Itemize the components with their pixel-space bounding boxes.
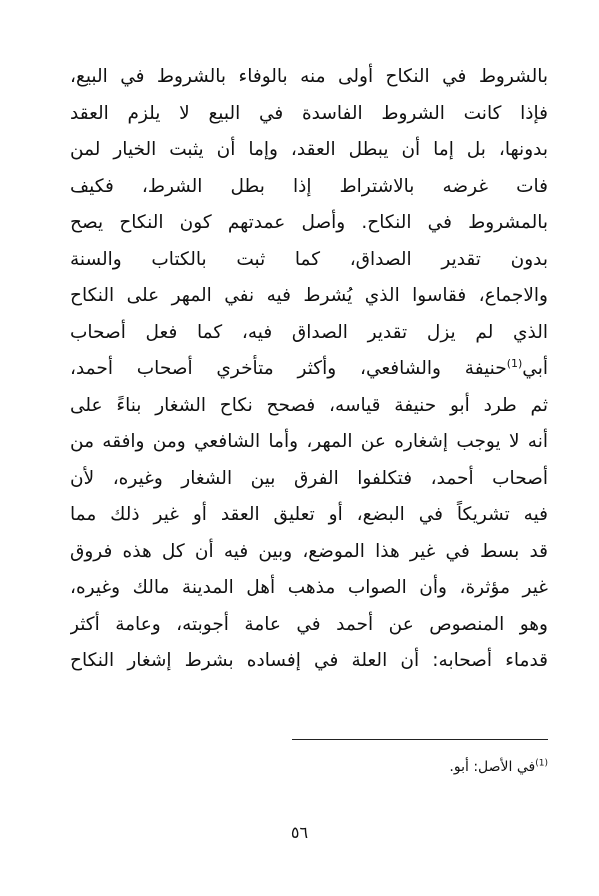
footnote-marker: (1) bbox=[535, 758, 548, 769]
footnote-reference: (1) bbox=[506, 356, 523, 370]
footnote bbox=[449, 757, 548, 777]
text-line: فات غرضه بالاشتراط إذا بطل الشرط، فكيف bbox=[70, 175, 548, 197]
text-line: غير مؤثرة، وأن الصواب مذهب أهل المدينة مالك وغيره، bbox=[70, 577, 548, 598]
text-line: قد بسط في غير هذا الموضع، وبين فيه أن كل هذه فروق bbox=[70, 540, 548, 562]
text-line: بالمشروط في النكاح. وأصل عمدتهم كون النكاح يصح bbox=[70, 212, 548, 233]
text-line: بدونها، بل إما أن يبطل العقد، وإما أن يثبت الخيار لمن bbox=[70, 139, 548, 160]
text-line: أصحاب أحمد، فتكلفوا الفرق بين الشغار وغيره، لأن bbox=[70, 467, 548, 489]
text-line-with-footnote-ref bbox=[70, 351, 548, 388]
text-line: بدون تقدير الصداق، كما ثبت بالكتاب والسنة bbox=[70, 248, 548, 270]
text-fragment: حنيفة والشافعي، وأكثر متأخري أصحاب أحمد، bbox=[70, 358, 507, 379]
text-line: بالشروط في النكاح أولى منه بالوفاء بالشروط في البيع، bbox=[70, 66, 548, 87]
text-line: الذي لم يزل تقدير الصداق فيه، كما فعل أصحاب bbox=[70, 321, 548, 343]
text-line: أنه لا يوجب إشغاره عن المهر، وأما الشافعي ومن وافقه من bbox=[70, 431, 548, 452]
text-line: فإذا كانت الشروط الفاسدة في البيع لا يلزم العقد bbox=[70, 102, 548, 124]
text-line: والاجماع، فقاسوا الذي يُشرط فيه نفي المهر على النكاح bbox=[70, 285, 548, 306]
footnote-text: في الأصل: أبو. bbox=[449, 759, 536, 775]
text-line: قدماء أصحابه: أن العلة في إفساده بشرط إشغار النكاح bbox=[70, 650, 548, 671]
text-line: فيه تشريكاً في البضع، أو تعليق العقد أو غير ذلك مما bbox=[70, 504, 548, 525]
page-number: ٥٦ bbox=[290, 823, 309, 842]
text-fragment: أبي bbox=[522, 358, 548, 379]
footnote-divider bbox=[292, 739, 548, 740]
text-line: وهو المنصوص عن أحمد في عامة أجوبته، وعامة أكثر bbox=[70, 613, 548, 635]
body-text bbox=[70, 59, 548, 680]
text-line: ثم طرد أبو حنيفة قياسه، فصحح نكاح الشغار بناءً على bbox=[70, 394, 548, 416]
